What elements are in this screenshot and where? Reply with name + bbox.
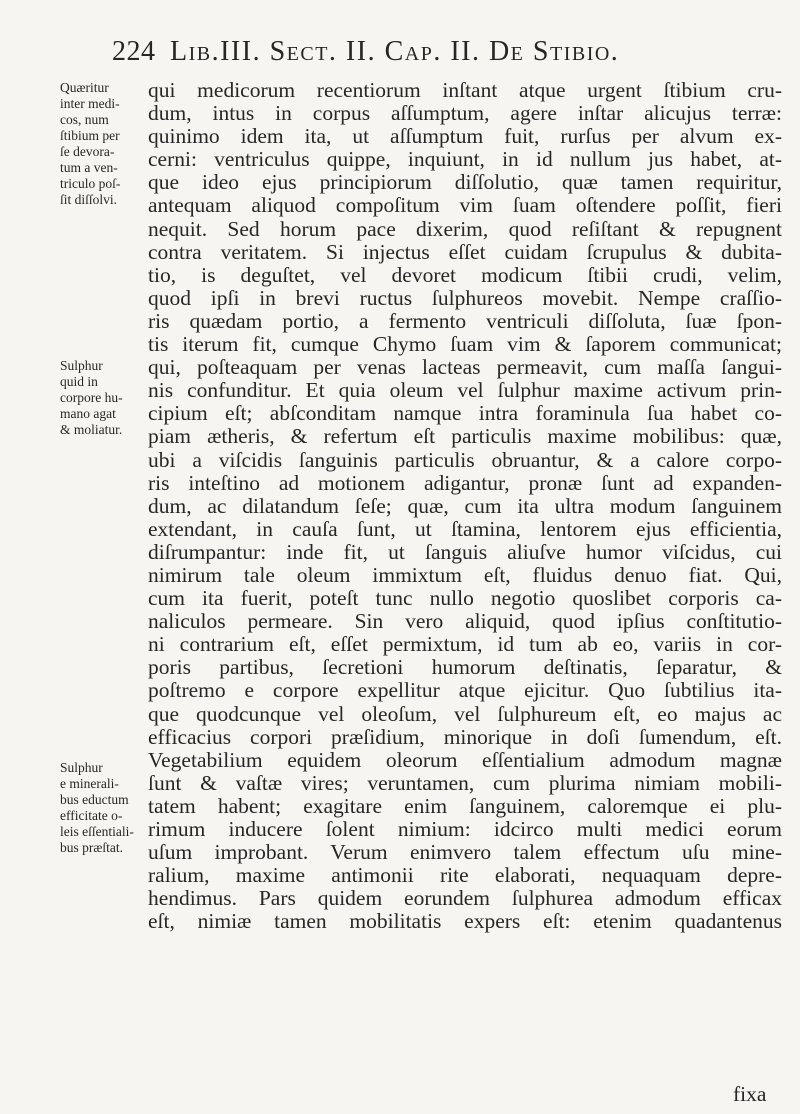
text-line: qui, poſteaquam per venas lacteas permeavit, cum maſſa ſangui- <box>148 356 782 380</box>
margin-note-line: tum a ven- <box>60 160 118 175</box>
margin-note-line: Sulphur <box>60 760 103 775</box>
margin-note-line: quid in <box>60 374 98 389</box>
text-line: poſtremo e corpore expellitur atque ejicitur. Quo ſubtilius ita- <box>148 679 782 703</box>
text-line: tio, is deguſtet, vel devoret modicum ſtibii crudi, velim, <box>148 263 782 287</box>
text-line: diſrumpantur: inde fit, ut ſanguis aliuſve humor viſcidus, cui <box>148 540 782 564</box>
margin-note-line: mano agat <box>60 406 116 421</box>
text-line: ralium, maxime antimonii rite elaborati, nequaquam depre- <box>148 864 782 888</box>
page-header <box>112 36 782 76</box>
text-line: que ideo ejus principiorum diſſolutio, quæ tamen requiritur, <box>148 171 782 195</box>
text-line: ni contrarium eſt, eſſet permixtum, id tum ab eo, variis in cor- <box>148 633 782 657</box>
margin-note-line: leis eſſentiali- <box>60 824 134 839</box>
margin-note-line: ſit diſſolvi. <box>60 192 118 207</box>
text-line: piam ætheris, & refertum eſt particulis maxime mobilibus: quæ, <box>148 425 782 449</box>
text-line: nimirum tale oleum immixtum eſt, fluidus denuo fiat. Qui, <box>148 563 782 587</box>
margin-note-sulphur-corpore <box>60 358 138 438</box>
margin-note-line: e minerali- <box>60 776 119 791</box>
body-text <box>148 79 782 933</box>
text-line: que quodcunque vel oleoſum, vel ſulphureum eſt, eo majus ac <box>148 702 782 726</box>
margin-note-line: ſe devora- <box>60 144 115 159</box>
text-line: ris quædam portio, a fermento ventriculi diſſoluta, ſuæ ſpon- <box>148 309 782 333</box>
margin-note-quaeritur <box>60 80 138 208</box>
text-line: cerni: ventriculus quippe, inquiunt, in id nullum jus habet, at- <box>148 148 782 172</box>
text-line: contra veritatem. Si injectus eſſet cuidam ſcrupulus & dubita- <box>148 240 782 264</box>
margin-note-line: bus eductum <box>60 792 129 807</box>
margin-note-line: corpore hu- <box>60 390 123 405</box>
margin-note-sulphur-mineralibus <box>60 760 138 856</box>
margin-note-line: bus præſtat. <box>60 840 123 855</box>
text-line: quinimo idem ita, ut aſſumptum fuit, rurſus per alvum ex- <box>148 125 782 149</box>
text-line: ris inteſtino ad motionem adigantur, pronæ ſunt ad expanden- <box>148 471 782 495</box>
text-line: cipium eſt; abſconditam namque intra foraminula ſua habet co- <box>148 402 782 426</box>
text-line: quod ipſi in brevi ructus ſulphureos movebit. Nempe craſſio- <box>148 286 782 310</box>
text-line: Vegetabilium equidem oleorum eſſentialium admodum magnæ <box>148 748 782 772</box>
margin-note-line: & moliatur. <box>60 422 123 437</box>
margin-note-line: triculo poſ- <box>60 176 121 191</box>
text-line: dum, ac dilatandum ſeſe; quæ, cum ita ultra modum ſanguinem <box>148 494 782 518</box>
page-number: 224 <box>112 36 156 67</box>
text-line: efficacius corpori præſidium, minorique in doſi ſumendum, eſt. <box>148 725 782 749</box>
text-line: cum ita fuerit, poteſt tunc nullo negotio quoslibet corporis ca- <box>148 587 782 611</box>
margin-note-line: Sulphur <box>60 358 103 373</box>
margin-note-line: cos, num <box>60 112 109 127</box>
margin-note-line: inter medi- <box>60 96 120 111</box>
text-line: nis confunditur. Et quia oleum vel ſulphur maxime activum prin- <box>148 379 782 403</box>
margin-note-line: ſtibium per <box>60 128 120 143</box>
text-line: nequit. Sed horum pace dixerim, quod reſiſtant & repugnent <box>148 217 782 241</box>
catchword: fixa <box>733 1082 767 1106</box>
text-line: naliculos permeare. Sin vero aliquid, quod ipſius conſtitutio- <box>148 610 782 634</box>
text-line: tis iterum fit, cumque Chymo ſuam vim & ſaporem communicat; <box>148 333 782 357</box>
text-line: eſt, nimiæ tamen mobilitatis expers eſt: etenim quadantenus <box>148 910 782 934</box>
text-line: tatem habent; exagitare enim ſanguinem, caloremque ei plu- <box>148 794 782 818</box>
running-title: Lib.III. Sect. II. Cap. II. De Stibio. <box>170 36 620 67</box>
text-line: rimum inducere ſolent nimium: idcirco multi medici eorum <box>148 818 782 841</box>
text-line: ubi a viſcidis ſanguinis particulis obruantur, & a calore corpo- <box>148 448 782 472</box>
text-line: ſunt & vaſtæ vires; veruntamen, cum plurima nimiam mobili- <box>148 771 782 795</box>
text-line: extendant, in cauſa ſunt, ut ſtamina, lentorem ejus efficientia, <box>148 517 782 541</box>
text-line: poris partibus, ſecretioni humorum deſtinatis, ſeparatur, & <box>148 656 782 680</box>
text-line: hendimus. Pars quidem eorundem ſulphurea admodum efficax <box>148 887 782 911</box>
margin-note-line: Quæritur <box>60 80 109 95</box>
text-line: antequam aliquod compoſitum vim ſuam oſtendere poſſit, fieri <box>148 194 782 218</box>
text-line: dum, intus in corpus aſſumptum, agere inſtar alicujus terræ: <box>148 102 782 126</box>
margin-note-line: efficitate o- <box>60 808 123 823</box>
text-line: qui medicorum recentiorum inſtant atque urgent ſtibium cru- <box>148 79 782 102</box>
text-line: uſum improbant. Verum enimvero talem effectum uſu mine- <box>148 841 782 865</box>
